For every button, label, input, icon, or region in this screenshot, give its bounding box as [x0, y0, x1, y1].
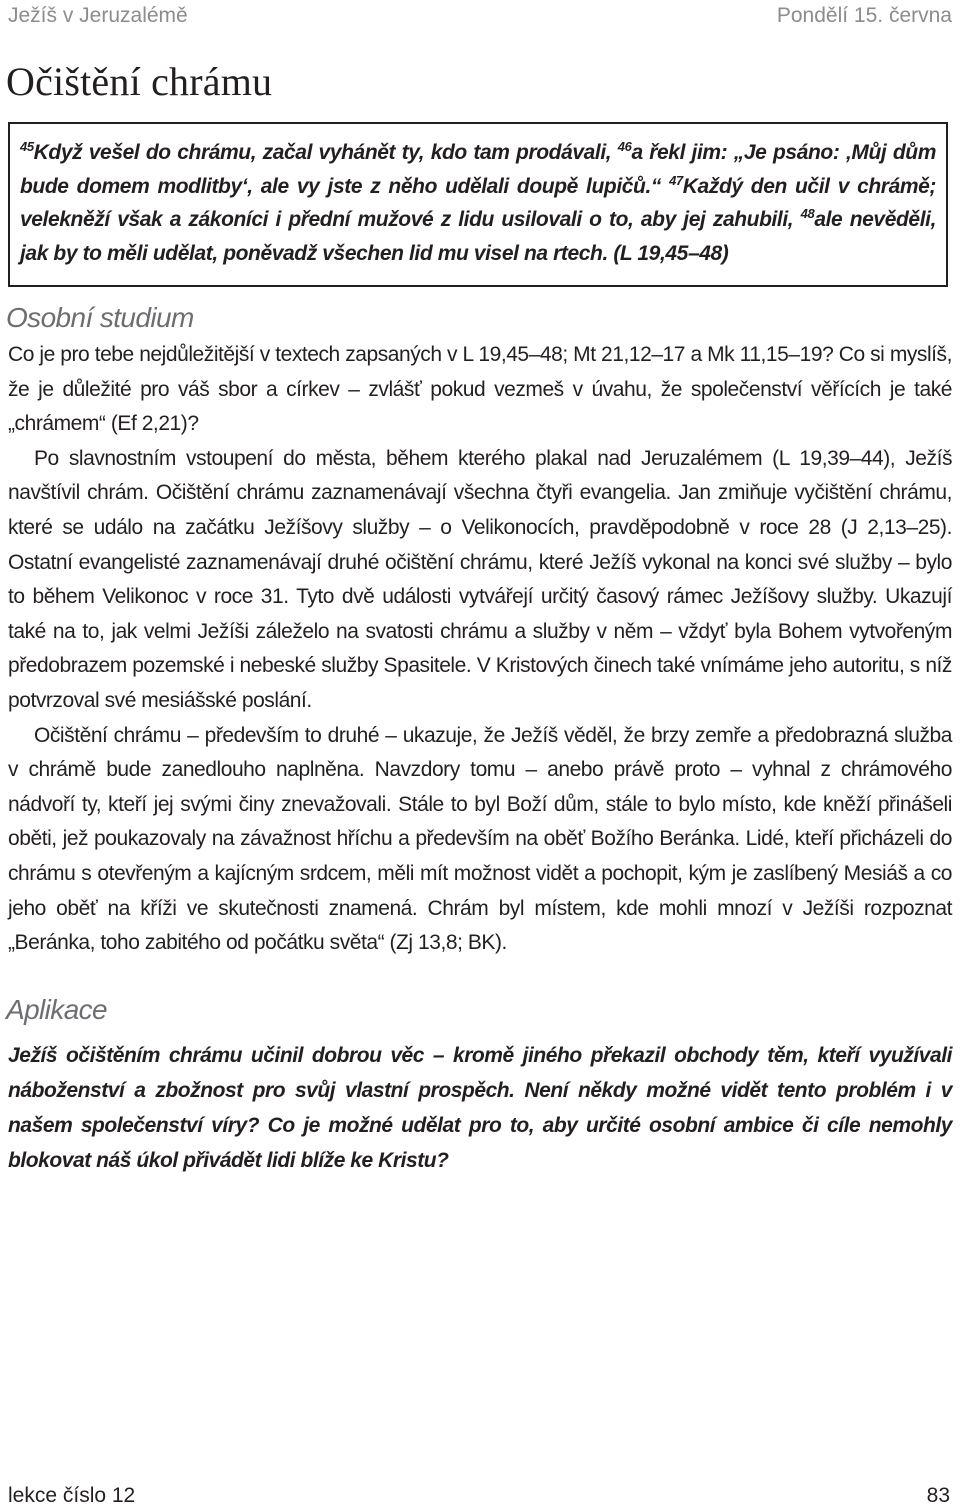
running-head [8, 4, 952, 32]
verse-number: 47 [669, 172, 683, 188]
running-head-left: Ježíš v Jeruzalémě [8, 4, 188, 27]
study-paragraph: Po slavnostním vstoupení do města, během kterého plakal nad Jeruzalémem (L 19,39–44), Ježíš navštívil chrám. Očištění chrámu zaznamenávají všechna čtyři evangelia. Jan zmiňuje vyčištění chrámu, které se událo na začátku Ježíšovy služby – o Velikonocích, pravděpodobně v roce 28 (J 2,13–25). Ostatní evangelisté zaznamenávají druhé očištění chrámu, které Ježíš vykonal na konci své služby – bylo to během Velikonoc v roce 31. Tyto dvě události vytvářejí určitý časový rámec Ježíšovy služby. Ukazují také na to, jak velmi Ježíši záleželo na svatosti chrámu a služby v něm – vždyť byla Bohem vytvořeným předobrazem pozemské i nebeské služby Spasitele. V Kristových činech také vnímáme jeho autoritu, s níž potvrzoval své mesiášské poslání. [8, 446, 952, 712]
bible-reference: (L 19,45–48) [613, 241, 729, 265]
verse-text: Každý den učil v chrámě; velekněží však a zákoníci i přední mužové z lidu usilovali o to, aby jej zahubili, [20, 174, 936, 231]
verse-text: ale nevěděli, jak by to měli udělat, poněvadž všechen lid mu visel na rtech. [20, 208, 937, 265]
application-heading: Aplikace [6, 994, 108, 1025]
page-title: Očištění chrámu [6, 59, 273, 104]
verse-number: 46 [617, 139, 632, 154]
lesson-number: lekce číslo 12 [8, 1484, 136, 1507]
bible-passage-text [20, 136, 936, 270]
study-paragraph: Co je pro tebe nejdůležitější v textech zapsaných v L 19,45–48; Mt 21,12–17 a Mk 11,15–19? Co si myslíš, že je důležité pro váš sbor a církev – zvlášť pokud vezmeš v úvahu, že společenství věřících je také „chrámem“ (Ef 2,21)? [8, 343, 952, 436]
verse-text: a řekl jim: „Je psáno: ‚Můj dům bude domem modlitby‘, ale vy jste z něho udělali doupě lupičů.“ [20, 141, 936, 198]
verse-text: Když vešel do chrámu, začal vyhánět ty, kdo tam prodávali, [33, 141, 618, 164]
study-section [8, 338, 952, 961]
page-footer [8, 1484, 950, 1510]
running-head-right: Pondělí 15. června [776, 4, 952, 27]
bible-passage-box [8, 122, 948, 287]
study-heading: Osobní studium [6, 302, 194, 333]
verse-number: 45 [20, 139, 34, 154]
page-number: 83 [926, 1484, 950, 1507]
application-text: Ježíš očištěním chrámu učinil dobrou věc – kromě jiného překazil obchody těm, kteří využívali náboženství a zbožnost pro svůj vlastní prospěch. Není někdy možné vidět tento problém i v našem společenství víry? Co je možné udělat pro to, aby určité osobní ambice či cíle nemohly blokovat náš úkol přivádět lidi blíže ke Kristu? [8, 1044, 952, 1172]
verse-number: 48 [800, 206, 815, 221]
study-paragraph: Očištění chrámu – především to druhé – ukazuje, že Ježíš věděl, že brzy zemře a předobrazná služba v chrámě bude zanedlouho naplněna. Navzdory tomu – anebo právě proto – vyhnal z chrámového nádvoří ty, kteří jej svými činy znevažovali. Stále to byl Boží dům, stále to bylo místo, kde kněží přinášeli oběti, jež poukazovaly na závažnost hříchu a především na oběť Božího Beránka. Lidé, kteří přicházeli do chrámu s otevřeným a kajícným srdcem, měli mít možnost vidět a pochopit, kým je zaslíbený Mesiáš a co jeho oběť na kříži ve skutečnosti znamená. Chrám byl místem, kde mohli mnozí v Ježíši rozpoznat „Beránka, toho zabitého od počátku světa“ (Zj 13,8; BK). [8, 723, 952, 955]
application-section [8, 1038, 952, 1178]
